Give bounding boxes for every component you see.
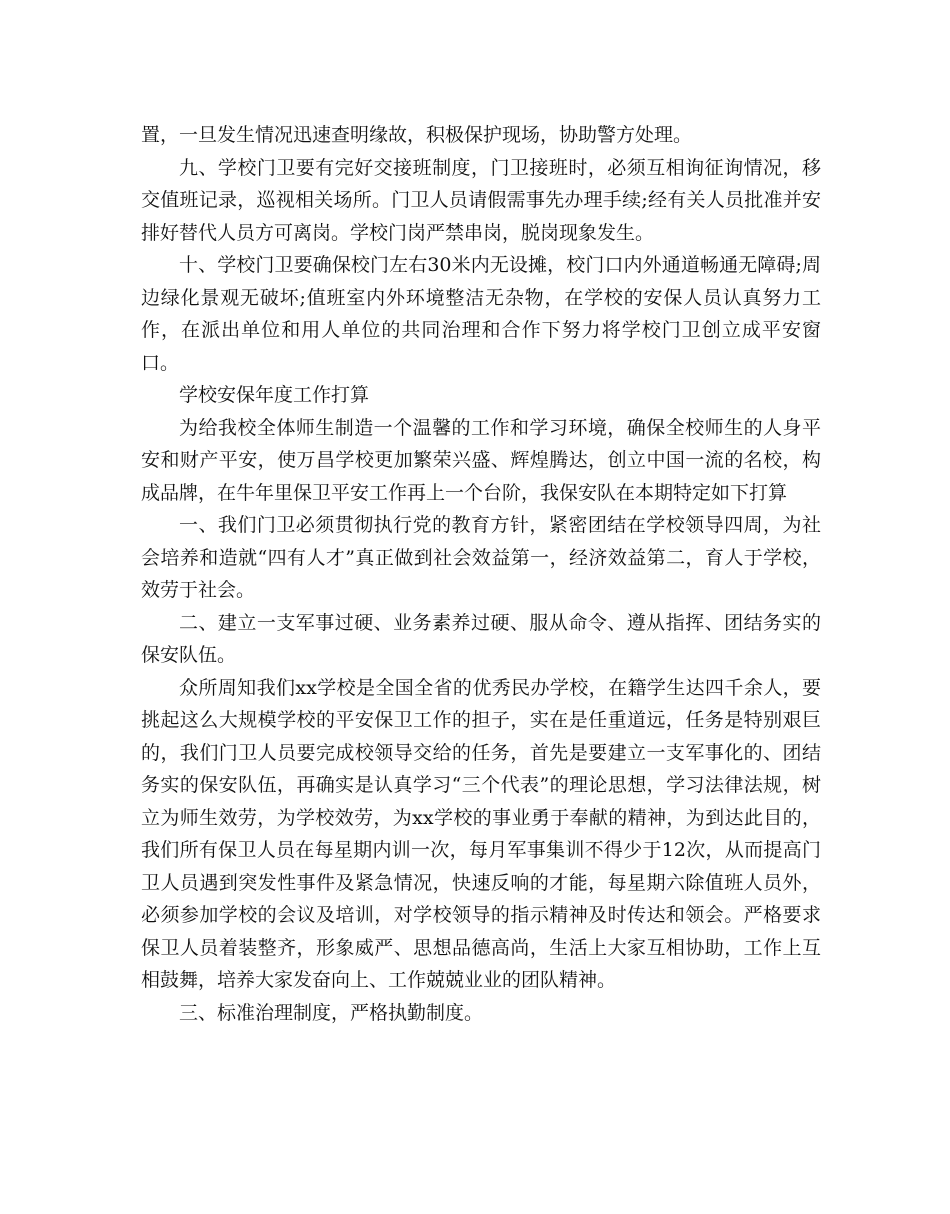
paragraph-item-one: 一、我们门卫必须贯彻执行党的教育方针，紧密团结在学校领导四周，为社会培养和造就“四有人才”真正做到社会效益第一，经济效益第二，育人于学校，效劳于社会。 [141,514,821,601]
paragraph-item-ten: 十、学校门卫要确保校门左右30米内无设摊，校门口内外通道畅通无障碍;周边绿化景观无破坏;值班室内外环境整洁无杂物，在学校的安保人员认真努力工作，在派出单位和用人单位的共同治理和合作下努力将学校门卫创立成平安窗口。 [141,254,821,374]
paragraph-item-nine: 九、学校门卫要有完好交接班制度，门卫接班时，必须互相询征询情况，移交值班记录，巡视相关场所。门卫人员请假需事先办理手续;经有关人员批准并安排好替代人员方可离岗。学校门岗严禁串岗，脱岗现象发生。 [141,156,821,244]
paragraph-intro: 为给我校全体师生制造一个温馨的工作和学习环境，确保全校师生的人身平安和财产平安，使万昌学校更加繁荣兴盛、辉煌腾达，创立中国一流的名校，构成品牌，在牛年里保卫平安工作再上一个台阶，我保安队在本期特定如下打算 [141,416,821,504]
paragraph-body: 众所周知我们xx学校是全国全省的优秀民办学校，在籍学生达四千余人，要挑起这么大规模学校的平安保卫工作的担子，实在是任重道远，任务是特别艰巨的，我们门卫人员要完成校领导交给的任务，首先是要建立一支军事化的、团结务实的保安队伍，再确实是认真学习“三个代表”的理论思想，学习法律法规，树立为师生效劳，为学校效劳，为xx学校的事业勇于奉献的精神，为到达此目的，我们所有保卫人员在每星期内训一次，每月军事集训不得少于12次，从而提高门卫人员遇到突发性事件及紧急情况，快速反响的才能，每星期六除值班人员外，必须参加学校的会议及培训，对学校领导的指示精神及时传达和领会。严格要求保卫人员着装整齐，形象威严、思想品德高尚，生活上大家互相协助，工作上互相鼓舞，培养大家发奋向上、工作兢兢业业的团队精神。 [141,676,821,991]
document-body [141,119,821,1029]
paragraph-continuation: 置，一旦发生情况迅速查明缘故，积极保护现场，协助警方处理。 [141,124,693,146]
section-heading: 学校安保年度工作打算 [179,384,370,406]
paragraph-item-two: 二、建立一支军事过硬、业务素养过硬、服从命令、遵从指挥、团结务实的保安队伍。 [141,611,821,666]
paragraph-item-three: 三、标准治理制度，严格执勤制度。 [179,1001,484,1024]
